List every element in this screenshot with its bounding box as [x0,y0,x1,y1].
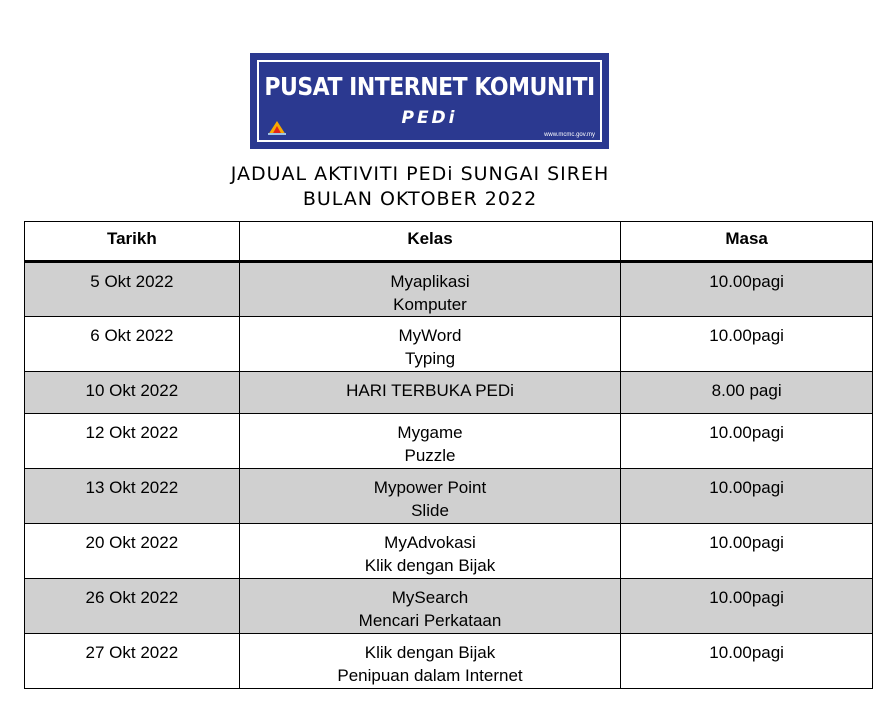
table-row [25,262,873,317]
class-line1: MyAdvokasi [384,533,476,552]
row-class [239,414,621,469]
row-date: 20 Okt 2022 [25,524,240,579]
class-line2: Mencari Perkataan [358,611,502,630]
row-date: 6 Okt 2022 [25,317,240,372]
row-class [239,262,621,317]
header-date: Tarikh [25,222,240,262]
class-line2: Klik dengan Bijak [364,556,496,575]
row-time: 10.00pagi [621,524,873,579]
row-date: 13 Okt 2022 [25,469,240,524]
logo-title: PUSAT INTERNET KOMUNITI [264,73,595,102]
row-class [239,372,621,414]
class-line1: MyWord [398,326,462,345]
row-class [239,634,621,689]
class-line1: Myaplikasi [390,272,470,291]
row-time: 10.00pagi [621,469,873,524]
table-row [25,414,873,469]
table-row [25,317,873,372]
class-line2: Penipuan dalam Internet [337,666,523,685]
table-row [25,524,873,579]
table-row [25,469,873,524]
header-time: Masa [621,222,873,262]
activity-schedule-table [24,221,873,689]
class-line2: Komputer [393,295,467,314]
table-header-row [25,222,873,262]
row-class [239,469,621,524]
class-line1: Mygame [397,423,463,442]
class-line2: Typing [404,349,456,368]
header-class: Kelas [239,222,621,262]
schedule-month: BULAN OKTOBER 2022 [302,188,538,210]
row-date: 26 Okt 2022 [25,579,240,634]
logo-subtitle: PEDi [401,108,458,128]
row-date: 12 Okt 2022 [25,414,240,469]
class-line1: MySearch [391,588,469,607]
row-class [239,524,621,579]
mcmc-emblem-icon [268,121,286,135]
table-row [25,372,873,414]
row-date: 10 Okt 2022 [25,372,240,414]
table-row [25,579,873,634]
row-time: 10.00pagi [621,262,873,317]
row-time: 8.00 pagi [621,372,873,414]
row-time: 10.00pagi [621,634,873,689]
class-line1: Klik dengan Bijak [364,643,496,662]
row-date: 5 Okt 2022 [25,262,240,317]
row-time: 10.00pagi [621,317,873,372]
class-line1: HARI TERBUKA PEDi [346,381,514,400]
class-line2: Slide [411,501,449,520]
schedule-title: JADUAL AKTIVITI PEDi SUNGAI SIREH [230,163,610,185]
class-line2: Puzzle [404,446,456,465]
table-row [25,634,873,689]
row-class [239,317,621,372]
pedi-logo-banner [250,53,609,149]
row-time: 10.00pagi [621,579,873,634]
class-line1: Mypower Point [373,478,487,497]
row-date: 27 Okt 2022 [25,634,240,689]
row-time: 10.00pagi [621,414,873,469]
row-class [239,579,621,634]
logo-url: www.mcmc.gov.my [544,132,595,138]
